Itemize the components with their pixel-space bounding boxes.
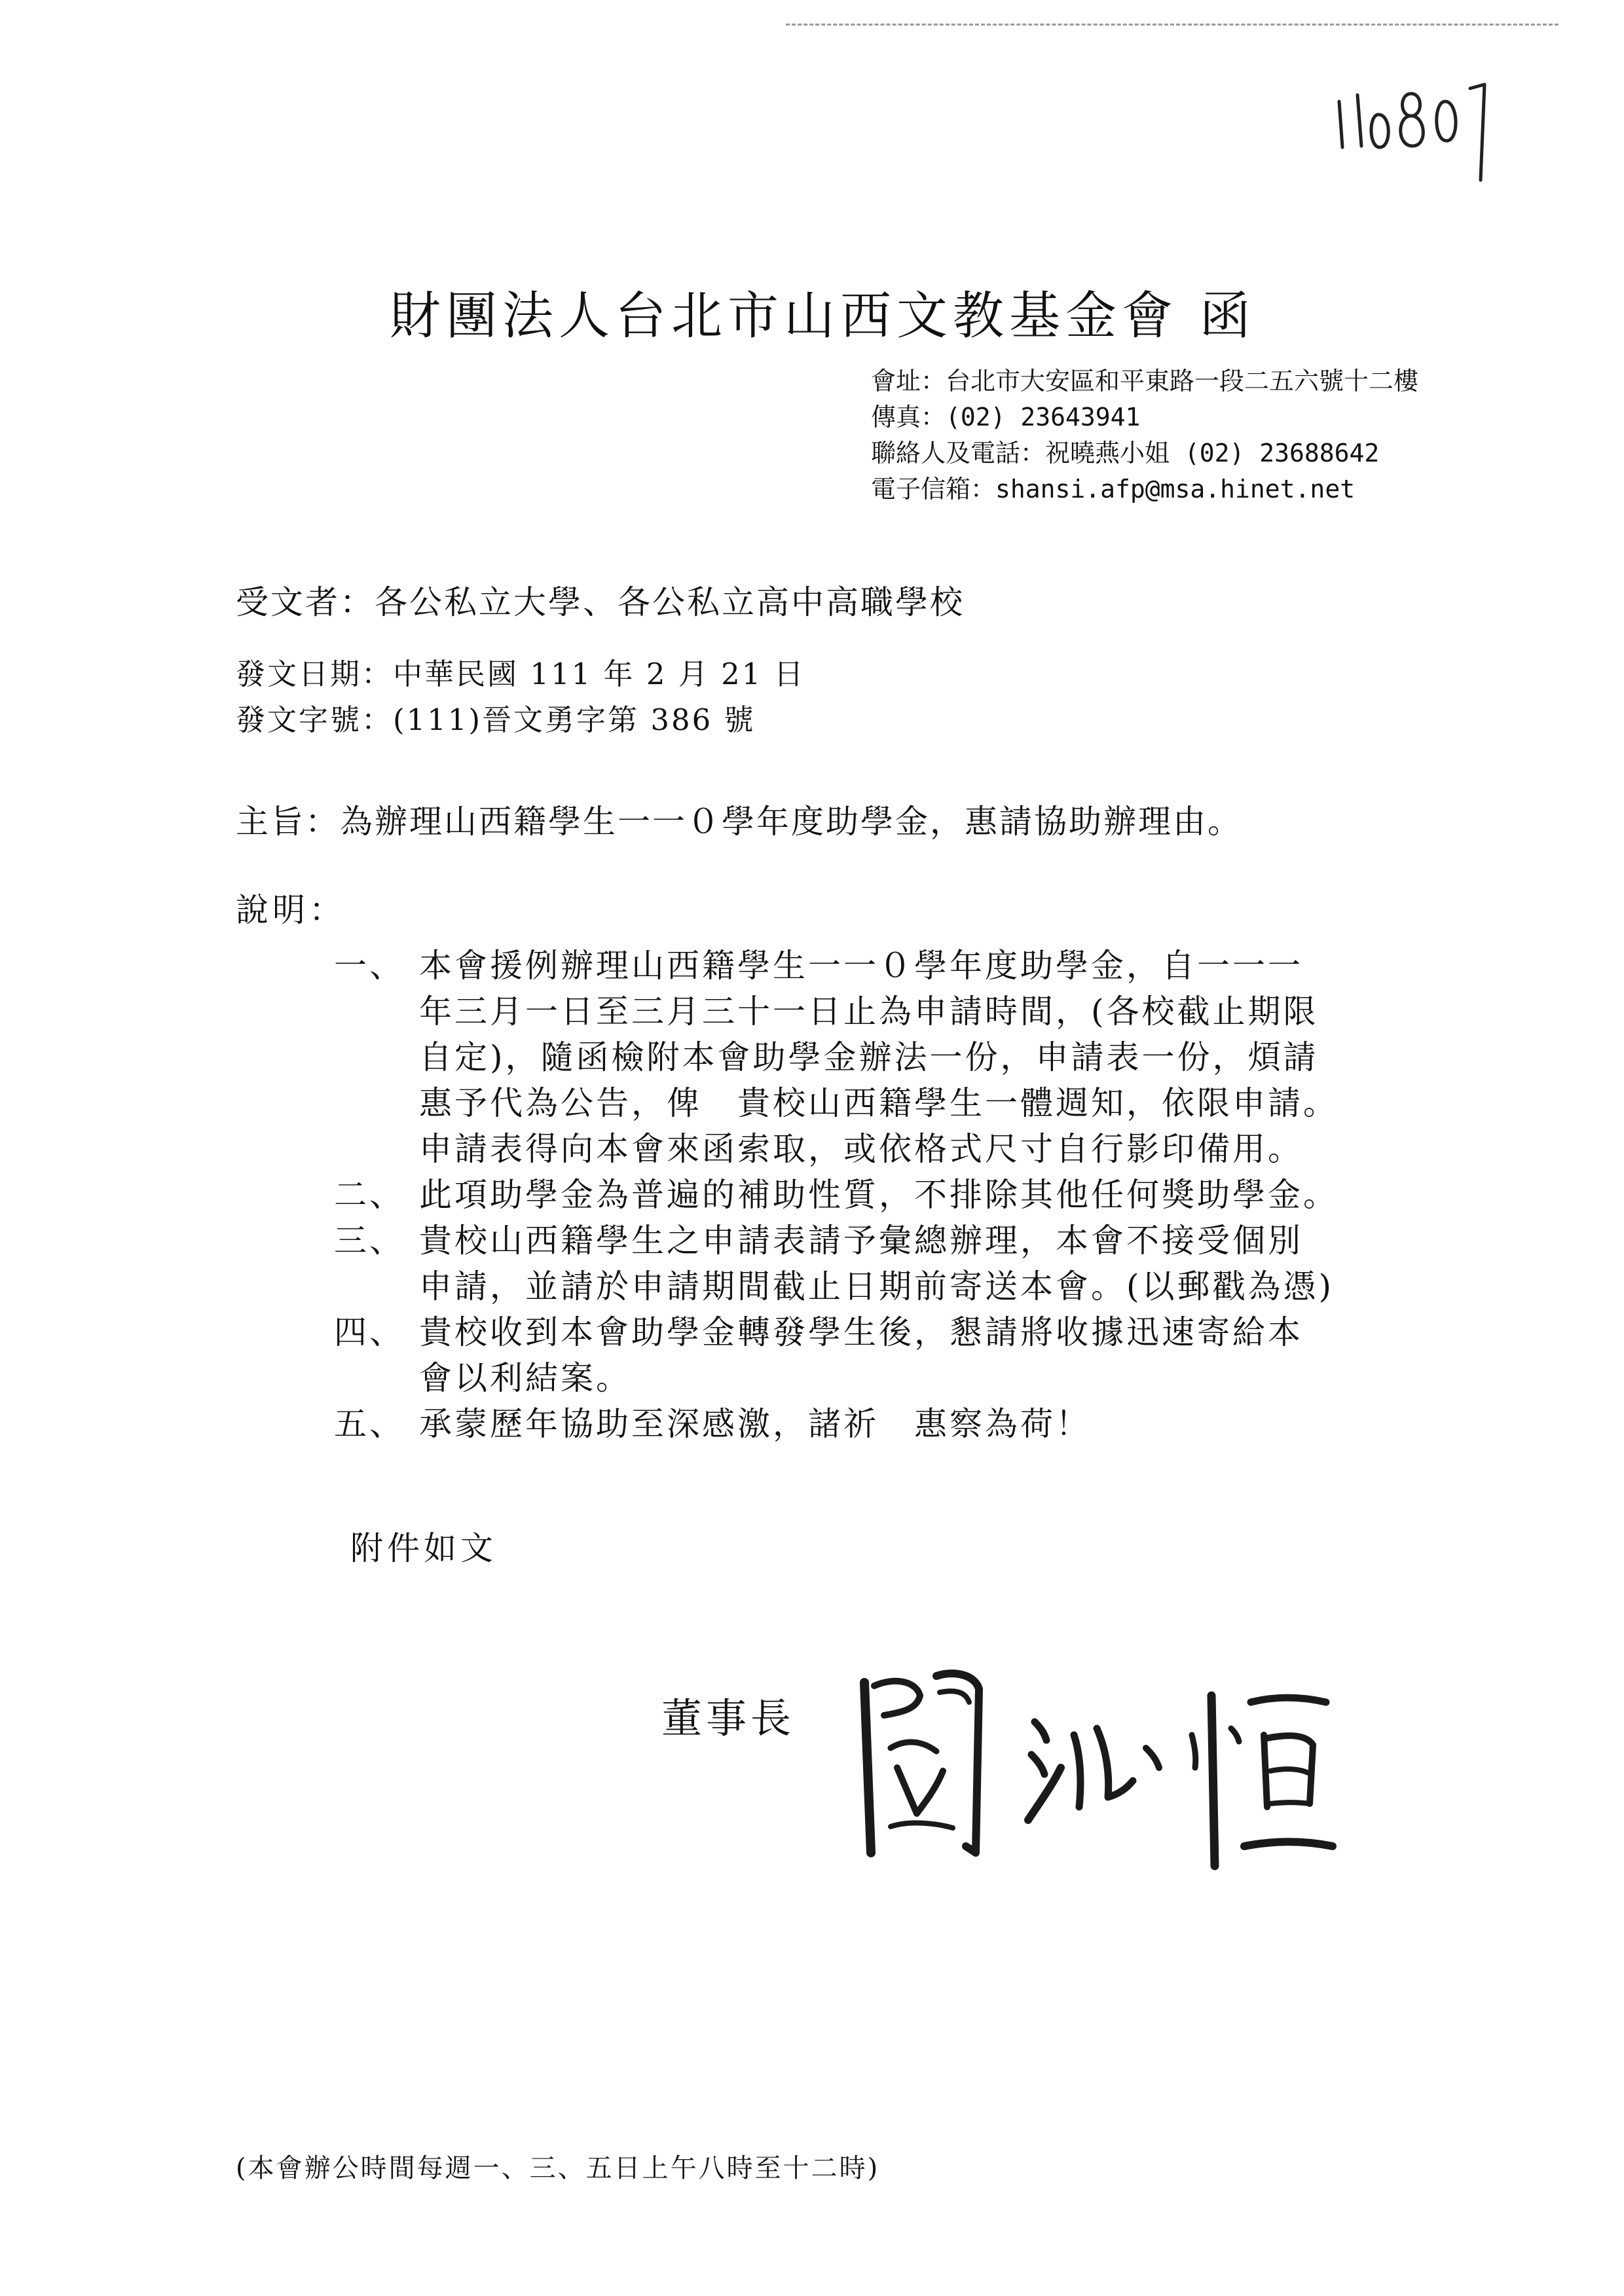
item-line: 年三月一日至三月三十一日止為申請時間，(各校截止期限	[419, 993, 1319, 1030]
description-label: 說明：	[236, 891, 346, 929]
item-text	[419, 943, 1388, 1172]
item-number: 三、	[334, 1222, 405, 1260]
subject-label: 主旨	[236, 803, 305, 841]
issue-date-label: 發文日期	[236, 657, 362, 691]
chairman-title: 董事長	[661, 1694, 796, 1742]
item-text	[419, 1218, 1388, 1309]
item-line: 貴校收到本會助學金轉發學生後，懇請將收據迅速寄給本	[419, 1313, 1303, 1351]
list-item	[334, 1218, 1388, 1309]
issue-date-value: 中華民國 111 年 2 月 21 日	[393, 657, 805, 691]
recipient-value: 各公私立大學、各公私立高中高職學校	[375, 583, 965, 621]
list-item	[334, 1401, 1388, 1447]
item-text	[419, 1309, 1388, 1401]
subject-separator: ：	[305, 803, 340, 841]
item-line: 此項助學金為普遍的補助性質，不排除其他任何獎助學金。	[419, 1176, 1338, 1214]
issue-number-value: (111)晉文勇字第 386 號	[393, 702, 756, 737]
issue-date-separator: ：	[361, 657, 394, 691]
recipient-separator: ：	[340, 583, 375, 621]
chairman-signature	[845, 1656, 1342, 1872]
recipient-label: 受文者	[236, 583, 340, 621]
issue-date-field	[236, 650, 805, 693]
item-line: 惠予代為公告，俾 貴校山西籍學生一體週知，依限申請。	[419, 1084, 1338, 1122]
item-text	[419, 1401, 1388, 1447]
office-hours-footer: (本會辦公時間每週一、三、五日上午八時至十二時)	[236, 2153, 880, 2183]
list-item	[334, 1172, 1388, 1218]
issue-number-label: 發文字號	[236, 702, 362, 737]
subject-value: 為辦理山西籍學生一一０學年度助學金，惠請協助辦理由。	[340, 803, 1242, 841]
attachment-note: 附件如文	[350, 1529, 497, 1567]
item-line: 貴校山西籍學生之申請表請予彙總辦理，本會不接受個別	[419, 1222, 1303, 1260]
description-items	[334, 943, 1388, 1447]
handwritten-receipt-number	[1333, 75, 1529, 190]
org-contact: 聯絡人及電話：祝曉燕小姐 (02) 23688642	[871, 439, 1380, 467]
item-line: 自定)，隨函檢附本會助學金辦法一份，申請表一份，煩請	[419, 1038, 1319, 1076]
org-email: 電子信箱：shansi.afp@msa.hinet.net	[871, 475, 1356, 503]
document-title: 財團法人台北市山西文教基金會 函	[390, 287, 1256, 346]
item-text	[419, 1172, 1388, 1218]
item-line: 會以利結案。	[419, 1359, 631, 1397]
item-line: 本會援例辦理山西籍學生一一０學年度助學金，自一一一	[419, 947, 1303, 985]
issue-number-field	[236, 696, 756, 738]
item-line: 承蒙歷年協助至深感激，諸祈 惠察為荷！	[419, 1405, 1091, 1443]
item-line: 申請，並請於申請期間截止日期前寄送本會。(以郵戳為憑)	[419, 1267, 1335, 1305]
item-line: 申請表得向本會來函索取，或依格式尺寸自行影印備用。	[419, 1130, 1303, 1168]
item-number: 一、	[334, 947, 405, 985]
recipient-field	[236, 576, 965, 623]
list-item	[334, 1309, 1388, 1401]
org-fax: 傳真：(02) 23643941	[871, 403, 1141, 431]
item-number: 四、	[334, 1313, 405, 1351]
org-address: 會址：台北市大安區和平東路一段二五六號十二樓	[871, 367, 1419, 395]
subject-field	[236, 795, 1242, 843]
item-number: 五、	[334, 1405, 405, 1443]
item-number: 二、	[334, 1176, 405, 1214]
scan-top-dashed-line	[786, 24, 1559, 26]
list-item	[334, 943, 1388, 1172]
issue-number-separator: ：	[361, 702, 394, 737]
organization-info	[871, 363, 1418, 507]
